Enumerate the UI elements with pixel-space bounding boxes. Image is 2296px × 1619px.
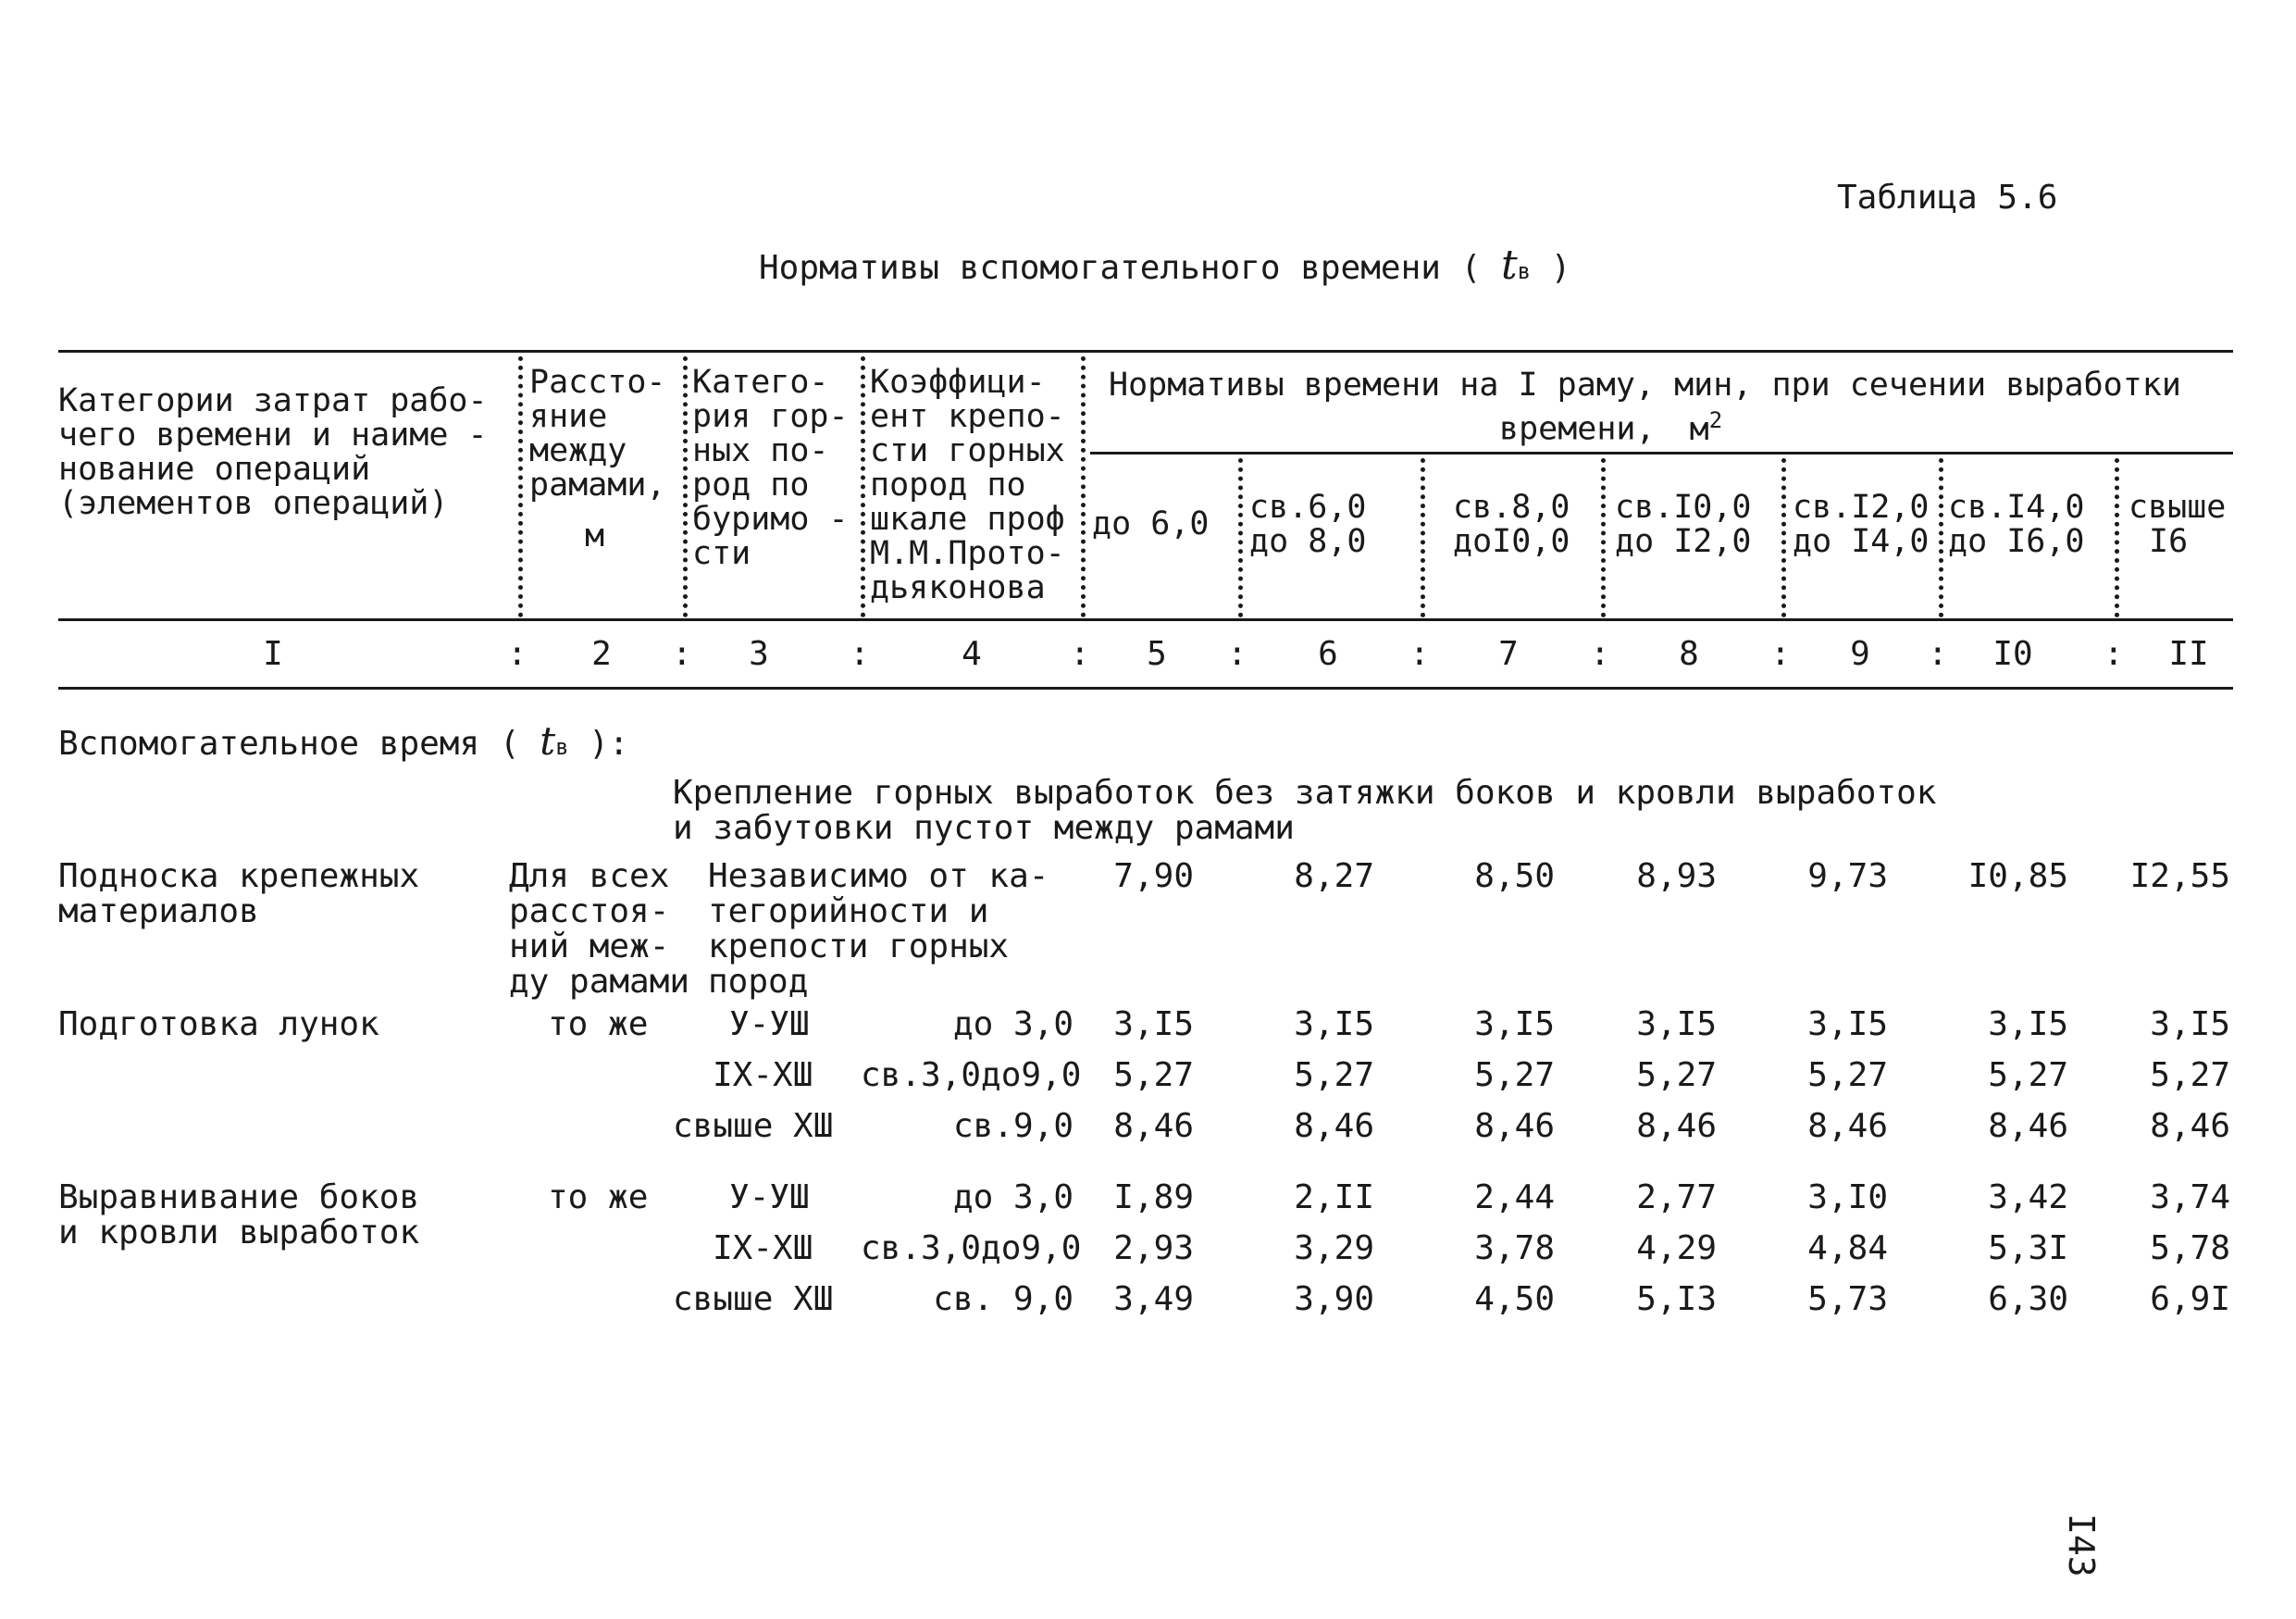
column-number-1: I	[263, 635, 283, 673]
row-name-line: Подноска крепежных	[58, 857, 420, 895]
column-separator	[518, 356, 523, 617]
section-label-subscript: в	[555, 734, 569, 760]
table-title	[759, 242, 1571, 289]
header-section-7	[2128, 491, 2226, 559]
header-strength-line: пород по	[870, 467, 1026, 504]
row-name-line: Выравнивание боков	[58, 1178, 420, 1216]
value-cell: 3,49	[1113, 1280, 1194, 1318]
row-category: IX-XШ	[713, 1229, 813, 1267]
value-cell: 3,I5	[1474, 1005, 1555, 1043]
value-cell: 4,29	[1636, 1229, 1717, 1267]
value-cell: 2,93	[1113, 1229, 1194, 1267]
column-number-8: 8	[1679, 635, 1699, 673]
value-cell: 8,46	[1807, 1107, 1888, 1145]
row-coef: св.3,0до9,0	[861, 1229, 1082, 1267]
value-cell: 5,78	[2150, 1229, 2230, 1267]
row-category-delivery	[708, 859, 1049, 1000]
colon-separator: :	[672, 635, 692, 673]
header-strength-line: М.М.Прото-	[870, 535, 1065, 572]
header-section-line: св.I2,0	[1793, 489, 1930, 526]
colon-separator: :	[1590, 635, 1610, 673]
column-number-6: 6	[1318, 635, 1338, 673]
header-distance-line: яние	[529, 398, 608, 435]
colon-separator: :	[2104, 635, 2124, 673]
header-strength-line: шкале проф	[870, 501, 1065, 538]
header-norms-group-time: времени,	[1499, 410, 1656, 448]
value-cell: 8,46	[2150, 1107, 2230, 1145]
value-cell: 3,I5	[1807, 1005, 1888, 1043]
column-numbers-rule	[58, 687, 2233, 690]
row-name-delivery	[58, 859, 419, 929]
value-cell: 8,27	[1294, 857, 1374, 895]
row-category-line: пород	[708, 963, 809, 1001]
column-number-10: I0	[1992, 635, 2033, 673]
value-cell: I,89	[1113, 1178, 1194, 1216]
row-distance-line: расстоя-	[509, 892, 670, 930]
value-cell: 5,27	[1988, 1056, 2068, 1094]
row-category: IX-XШ	[713, 1056, 813, 1094]
row-name-leveling	[58, 1180, 419, 1251]
column-separator	[1081, 356, 1086, 617]
header-distance	[529, 366, 666, 554]
header-strength-line: Коэффици-	[870, 364, 1046, 401]
header-section-line: св.I4,0	[1948, 489, 2085, 526]
header-section-line: до I4,0	[1793, 523, 1930, 560]
value-cell: 3,74	[2150, 1178, 2230, 1216]
value-cell: 6,9I	[2150, 1280, 2230, 1318]
time-symbol: t	[1500, 242, 1518, 289]
header-drillability-line: буримо -	[692, 501, 849, 538]
section-label-text: Вспомогательное время (	[58, 725, 520, 763]
row-category-line: Независимо от ка-	[708, 857, 1049, 895]
value-cell: 5,27	[1474, 1056, 1555, 1094]
value-cell: 2,44	[1474, 1178, 1555, 1216]
row-category-line: тегорийности и	[708, 892, 989, 930]
value-cell: I2,55	[2129, 857, 2230, 895]
page-number: I43	[2061, 1513, 2102, 1577]
subsection-title	[673, 776, 1936, 846]
section-label-close: ):	[589, 725, 629, 763]
colon-separator: :	[1928, 635, 1948, 673]
column-separator	[861, 356, 865, 617]
row-coef: св.3,0до9,0	[861, 1056, 1082, 1094]
header-section-4	[1615, 491, 1752, 559]
header-section-line: до I6,0	[1948, 523, 2085, 560]
header-drillability-line: сти	[692, 535, 751, 572]
value-cell: 8,46	[1988, 1107, 2068, 1145]
row-distance-holes: то же	[548, 1005, 649, 1043]
column-number-7: 7	[1498, 635, 1519, 673]
value-cell: 4,84	[1807, 1229, 1888, 1267]
header-section-2	[1249, 491, 1366, 559]
header-section-1: до 6,0	[1092, 505, 1210, 542]
column-separator	[2115, 458, 2119, 617]
value-cell: 8,46	[1636, 1107, 1717, 1145]
value-cell: 3,29	[1294, 1229, 1374, 1267]
row-distance-delivery	[509, 859, 689, 1000]
header-bottom-rule	[58, 618, 2233, 621]
row-distance-line: Для всех	[509, 857, 670, 895]
header-section-line: доI0,0	[1453, 523, 1570, 560]
value-cell: 3,90	[1294, 1280, 1374, 1318]
value-cell: 4,50	[1474, 1280, 1555, 1318]
value-cell: 8,46	[1474, 1107, 1555, 1145]
column-number-4: 4	[962, 635, 982, 673]
header-strength-line: дьяконова	[870, 569, 1046, 606]
row-name-holes: Подготовка лунок	[58, 1005, 379, 1043]
colon-separator: :	[507, 635, 527, 673]
value-cell: 3,I5	[1988, 1005, 2068, 1043]
row-distance-line: ний меж-	[509, 928, 670, 965]
header-operations-line: нование операций	[58, 451, 371, 488]
value-cell: 3,42	[1988, 1178, 2068, 1216]
value-cell: 3,78	[1474, 1229, 1555, 1267]
value-cell: 5,27	[1807, 1056, 1888, 1094]
subsection-title-line: и забутовки пустот между рамами	[673, 809, 1295, 847]
header-distance-line: между	[529, 432, 627, 469]
value-cell: 8,93	[1636, 857, 1717, 895]
row-coef: до 3,0	[952, 1178, 1074, 1216]
value-cell: 6,30	[1988, 1280, 2068, 1318]
header-section-line: I6	[2149, 523, 2189, 560]
time-symbol-subscript: в	[1517, 258, 1532, 284]
colon-separator: :	[1409, 635, 1430, 673]
colon-separator: :	[850, 635, 870, 673]
header-distance-unit: м	[585, 517, 605, 554]
value-cell: 3,I0	[1807, 1178, 1888, 1216]
column-number-2: 2	[591, 635, 612, 673]
column-separator	[1421, 458, 1425, 617]
column-separator	[1939, 458, 1943, 617]
value-cell: 3,I5	[1113, 1005, 1194, 1043]
header-section-5	[1793, 491, 1930, 559]
header-drillability-line: рия гор-	[692, 398, 849, 435]
header-top-rule	[58, 350, 2233, 353]
value-cell: 5,27	[1636, 1056, 1717, 1094]
column-separator	[1238, 458, 1243, 617]
value-cell: 5,I3	[1636, 1280, 1717, 1318]
header-drillability	[692, 366, 849, 571]
row-category: У-УШ	[729, 1005, 810, 1043]
value-cell: 5,27	[1294, 1056, 1374, 1094]
value-cell: 5,3I	[1988, 1229, 2068, 1267]
value-cell: 2,II	[1294, 1178, 1374, 1216]
header-drillability-line: род по	[692, 467, 810, 504]
header-distance-line: Рассто-	[529, 364, 666, 401]
value-cell: 8,46	[1294, 1107, 1374, 1145]
column-number-9: 9	[1850, 635, 1870, 673]
row-category-line: крепости горных	[708, 928, 1010, 965]
value-cell: 3,I5	[1294, 1005, 1374, 1043]
value-cell: I0,85	[1967, 857, 2068, 895]
subsection-title-line: Крепление горных выработок без затяжки боков и кровли выработок	[673, 774, 1937, 812]
group-header-rule	[1090, 452, 2233, 455]
header-norms-group-line2	[1499, 404, 1722, 447]
colon-separator: :	[1070, 635, 1090, 673]
row-name-line: материалов	[58, 892, 259, 930]
header-operations-line: Категории затрат рабо-	[58, 382, 488, 419]
table-title-close: )	[1550, 249, 1571, 287]
colon-separator: :	[1227, 635, 1247, 673]
row-category: свыше XШ	[673, 1280, 834, 1318]
row-coef: св. 9,0	[933, 1280, 1074, 1318]
header-norms-group-unit-sup: 2	[1708, 407, 1723, 433]
row-distance-line: ду рамами	[509, 963, 690, 1001]
section-label	[58, 718, 629, 765]
row-distance-leveling: то же	[548, 1178, 649, 1216]
value-cell: 3,I5	[2150, 1005, 2230, 1043]
section-label-symbol: t	[540, 718, 556, 764]
value-cell: 5,73	[1807, 1280, 1888, 1318]
header-section-line: свыше	[2128, 489, 2227, 526]
row-coef: до 3,0	[952, 1005, 1074, 1043]
column-separator	[683, 356, 688, 617]
header-section-line: св.6,0	[1249, 489, 1367, 526]
value-cell: 9,73	[1807, 857, 1888, 895]
value-cell: 3,I5	[1636, 1005, 1717, 1043]
header-section-line: св.I0,0	[1615, 489, 1752, 526]
header-drillability-line: Катего-	[692, 364, 829, 401]
header-drillability-line: ных по-	[692, 432, 829, 469]
column-separator	[1781, 458, 1786, 617]
row-coef: св.9,0	[952, 1107, 1074, 1145]
column-number-11: II	[2168, 635, 2209, 673]
header-section-line: до 8,0	[1249, 523, 1367, 560]
header-operations-line: (элементов операций)	[58, 485, 449, 522]
value-cell: 5,27	[2150, 1056, 2230, 1094]
value-cell: 5,27	[1113, 1056, 1194, 1094]
column-number-5: 5	[1147, 635, 1167, 673]
header-strength-line: ент крепо-	[870, 398, 1065, 435]
value-cell: 2,77	[1636, 1178, 1717, 1216]
header-strength-line: сти горных	[870, 432, 1065, 469]
row-category: У-УШ	[729, 1178, 810, 1216]
column-separator	[1601, 458, 1606, 617]
header-section-3	[1453, 491, 1570, 559]
value-cell: 8,50	[1474, 857, 1555, 895]
header-section-line: до I2,0	[1615, 523, 1752, 560]
header-section-6	[1948, 491, 2085, 559]
value-cell: 8,46	[1113, 1107, 1194, 1145]
header-distance-line: рамами,	[529, 467, 666, 504]
column-number-3: 3	[749, 635, 769, 673]
header-norms-group-unit: м	[1689, 410, 1709, 448]
header-operations	[58, 384, 488, 521]
header-norms-group: Нормативы времени на I раму, мин, при сечении выработки	[1109, 367, 2181, 404]
header-strength-coef	[870, 366, 1065, 605]
table-title-text: Нормативы вспомогательного времени (	[759, 249, 1482, 287]
value-cell: 7,90	[1113, 857, 1194, 895]
row-category: свыше XШ	[673, 1107, 834, 1145]
table-label: Таблица 5.6	[1837, 179, 2058, 217]
row-name-line: и кровли выработок	[58, 1214, 420, 1252]
header-operations-line: чего времени и наиме -	[58, 417, 488, 454]
header-section-line: св.8,0	[1453, 489, 1570, 526]
colon-separator: :	[1770, 635, 1791, 673]
